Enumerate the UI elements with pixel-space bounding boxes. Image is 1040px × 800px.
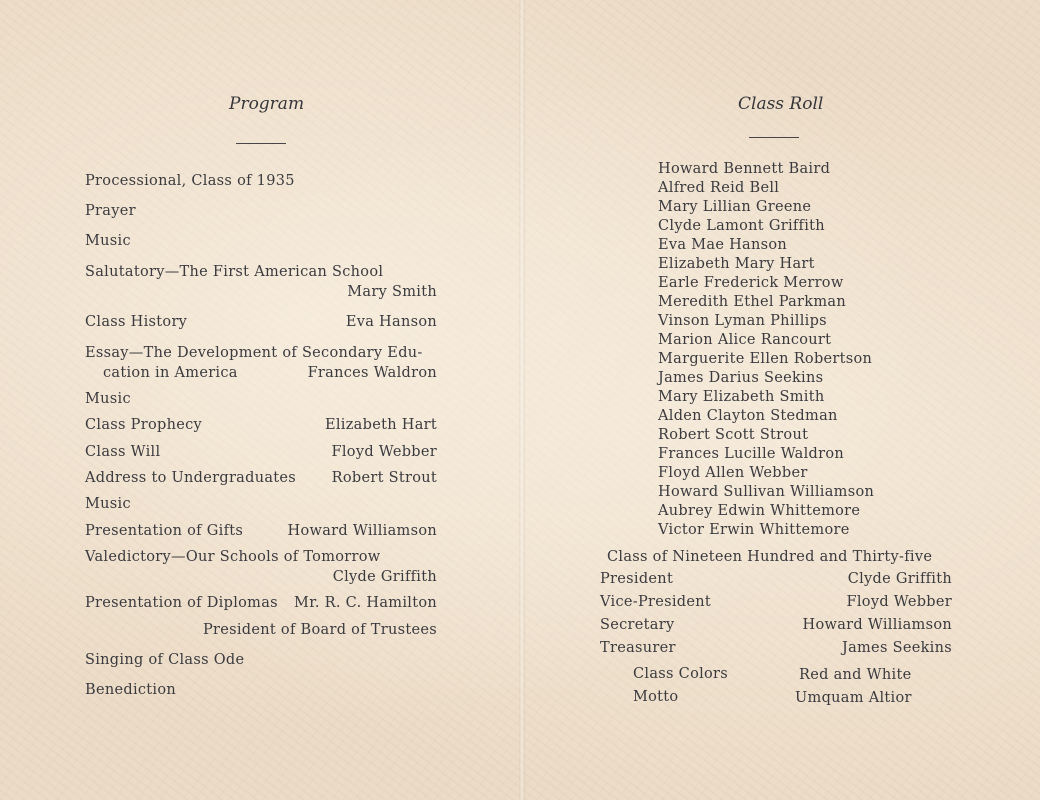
item-label: Class Prophecy xyxy=(85,417,202,433)
class-roll-name: Earle Frederick Merrow xyxy=(658,275,844,291)
officer-role: Vice-President xyxy=(600,594,712,610)
item-label: Benediction xyxy=(85,682,177,698)
item-label: Music xyxy=(85,233,131,249)
class-roll-name: Clyde Lamont Griffith xyxy=(658,218,825,234)
item-label: Presentation of Gifts xyxy=(85,523,244,539)
program-page xyxy=(0,0,519,800)
item-speaker: Eva Hanson xyxy=(345,314,437,330)
class-roll-name: Mary Lillian Greene xyxy=(658,199,812,215)
class-roll-name: Meredith Ethel Parkman xyxy=(658,294,847,310)
program-heading: Program xyxy=(229,94,305,114)
item-speaker-title: President of Board of Trustees xyxy=(202,622,437,638)
class-title: Class of Nineteen Hundred and Thirty-five xyxy=(607,549,933,565)
item-label: Prayer xyxy=(85,203,136,219)
class-roll-name: Aubrey Edwin Whittemore xyxy=(658,503,861,519)
class-roll-name: Howard Bennett Baird xyxy=(658,161,831,177)
item-speaker: Frances Waldron xyxy=(307,365,437,381)
class-roll-name: Floyd Allen Webber xyxy=(658,465,808,481)
motto-value: Umquam Altior xyxy=(795,690,912,706)
class-roll-name: Victor Erwin Whittemore xyxy=(658,522,850,538)
class-roll-name: Alden Clayton Stedman xyxy=(658,408,838,424)
class-roll-name: Elizabeth Mary Hart xyxy=(658,256,815,272)
officer-name: Floyd Webber xyxy=(846,594,952,610)
class-roll-name: Howard Sullivan Williamson xyxy=(658,484,875,500)
class-roll-name: Eva Mae Hanson xyxy=(658,237,788,253)
class-roll-heading: Class Roll xyxy=(738,94,824,114)
officer-name: James Seekins xyxy=(841,640,952,656)
class-colors-value: Red and White xyxy=(799,667,912,683)
class-roll-name: Robert Scott Strout xyxy=(658,427,809,443)
class-roll-name: Frances Lucille Waldron xyxy=(658,446,845,462)
class-roll-name: Vinson Lyman Phillips xyxy=(658,313,827,329)
officer-name: Clyde Griffith xyxy=(847,571,952,587)
item-label: Processional, Class of 1935 xyxy=(85,173,295,189)
class-roll-page xyxy=(525,0,1040,800)
class-roll-name: Mary Elizabeth Smith xyxy=(658,389,825,405)
officer-name: Howard Williamson xyxy=(802,617,952,633)
item-label: Class Will xyxy=(85,444,161,460)
officer-role: Treasurer xyxy=(600,640,676,656)
item-speaker: Clyde Griffith xyxy=(332,569,437,585)
item-label: Salutatory—The First American School xyxy=(85,264,384,280)
class-roll-name: Marguerite Ellen Robertson xyxy=(658,351,873,367)
item-speaker: Mary Smith xyxy=(347,284,437,300)
class-roll-name: Alfred Reid Bell xyxy=(658,180,780,196)
item-speaker: Elizabeth Hart xyxy=(324,417,437,433)
item-speaker: Mr. R. C. Hamilton xyxy=(294,595,437,611)
item-speaker: Howard Williamson xyxy=(287,523,437,539)
item-speaker: Floyd Webber xyxy=(331,444,437,460)
item-label: Valedictory—Our Schools of Tomorrow xyxy=(85,549,381,565)
item-label: Singing of Class Ode xyxy=(85,652,245,668)
class-roll-name: James Darius Seekins xyxy=(658,370,824,386)
item-speaker: Robert Strout xyxy=(331,470,437,486)
officer-role: Secretary xyxy=(600,617,675,633)
item-label: Address to Undergraduates xyxy=(85,470,297,486)
item-label: Music xyxy=(85,391,131,407)
item-label: Music xyxy=(85,496,131,512)
item-label: Class History xyxy=(85,314,188,330)
item-label: Essay—The Development of Secondary Edu- xyxy=(85,345,423,361)
class-colors-label: Class Colors xyxy=(633,666,729,682)
item-label: Presentation of Diplomas xyxy=(85,595,278,611)
class-roll-heading-rule xyxy=(749,137,799,138)
program-heading-rule xyxy=(236,143,286,144)
class-roll-name: Marion Alice Rancourt xyxy=(658,332,832,348)
officer-role: President xyxy=(600,571,674,587)
motto-label: Motto xyxy=(633,689,679,705)
item-label-continued: cation in America xyxy=(103,365,238,381)
